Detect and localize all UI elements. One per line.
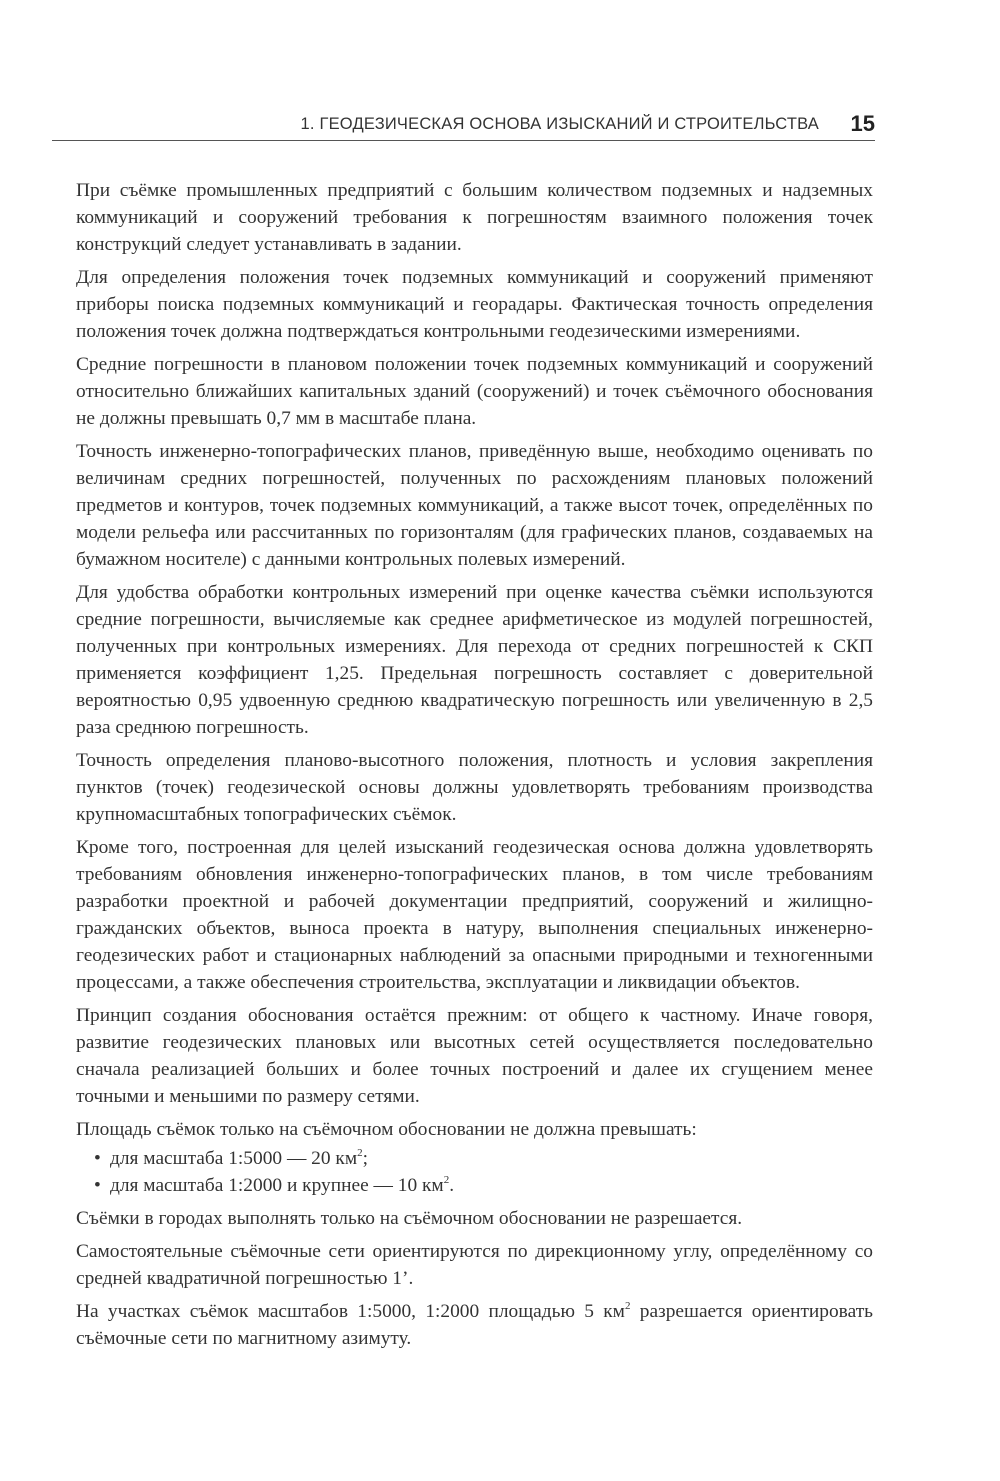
paragraph-text: разрешается ориентировать съёмочные сети по магнитному азимуту. [76, 1301, 874, 1349]
paragraph: Средние погрешности в плановом положении точек подземных коммуникаций и сооружений относительно ближайших капитальных зданий (сооружений) и точек съёмочного обоснования не должны превышать 0,7 мм в масштабе плана. [76, 354, 873, 429]
running-title: 1. ГЕОДЕЗИЧЕСКАЯ ОСНОВА ИЗЫСКАНИЙ И СТРОИТЕЛЬСТВА [300, 115, 819, 133]
paragraph: Точность определения планово-высотного положения, плотность и условия закрепления пунктов (точек) геодезической основы должны удовлетворять требованиям производства крупномасштабных топографических съёмок. [76, 750, 873, 825]
paragraph: Самостоятельные съёмочные сети ориентируются по дирекционному углу, определённому со средней квадратичной погрешностью 1’. [76, 1241, 873, 1289]
list-item [94, 1145, 873, 1172]
bullet-marker: • [94, 1175, 101, 1196]
paragraph: Для определения положения точек подземных коммуникаций и сооружений применяют приборы поиска подземных коммуникаций и георадары. Фактическая точность определения положения точек должна подтверждаться контрольными геодезическими измерениями. [76, 267, 873, 342]
list-item-text: для масштаба 1:2000 и крупнее — 10 км [110, 1175, 444, 1196]
page-body [76, 177, 873, 1358]
page-number: 15 [850, 111, 875, 136]
list-item [94, 1172, 873, 1199]
paragraph: При съёмке промышленных предприятий с большим количеством подземных и надземных коммуникаций и сооружений требования к погрешностям взаимного положения точек конструкций следует устанавливать в задании. [76, 180, 873, 255]
paragraph: Съёмки в городах выполнять только на съёмочном обосновании не разрешается. [76, 1208, 743, 1229]
paragraph: Точность инженерно-топографических планов, приведённую выше, необходимо оценивать по величинам средних погрешностей, полученных по расхождениям плановых положений предметов и контуров, точек подземных коммуникаций, а также высот точек, определённых по модели рельефа или рассчитанных по горизонталям (для графических планов, создаваемых на бумажном носителе) с данными контрольных полевых измерений. [76, 441, 873, 570]
superscript: 2 [443, 1174, 450, 1186]
list-item-text: для масштаба 1:5000 — 20 км [110, 1148, 358, 1169]
paragraph: Принцип создания обоснования остаётся прежним: от общего к частному. Иначе говоря, развитие геодезических плановых или высотных сетей осуществляется последовательно сначала реализацией больших и более точных построений и далее их сгущением менее точными и меньшими по размеру сетями. [76, 1005, 873, 1107]
superscript: 2 [357, 1147, 363, 1159]
superscript: 2 [624, 1300, 631, 1312]
paragraph: Для удобства обработки контрольных измерений при оценке качества съёмки используются средние погрешности, вычисляемые как среднее арифметическое из модулей погрешностей, полученных при контрольных измерениях. Для перехода от средних погрешностей к СКП применяется коэффициент 1,25. Предельная погрешность составляет с доверительной вероятностью 0,95 удвоенную среднюю квадратическую погрешность или увеличенную в 2,5 раза среднюю погрешность. [76, 582, 873, 738]
paragraph: Площадь съёмок только на съёмочном обосновании не должна превышать: [76, 1119, 697, 1140]
list-item-tail: ; [362, 1148, 368, 1169]
bullet-list [76, 1145, 873, 1199]
bullet-marker: • [94, 1148, 101, 1169]
paragraph [52, 1298, 873, 1352]
list-item-tail: . [449, 1175, 455, 1196]
running-header [52, 112, 875, 141]
paragraph-text: На участках съёмок масштабов 1:5000, 1:2000 площадью 5 км [76, 1301, 625, 1322]
paragraph: Кроме того, построенная для целей изысканий геодезическая основа должна удовлетворять требованиям обновления инженерно-топографических планов, в том числе требованиям разработки проектной и рабочей документации предприятий, сооружений и жилищно-гражданских объектов, выноса проекта в натуру, выполнения специальных инженерно-геодезических работ и стационарных наблюдений за опасными природными и техногенными процессами, а также обеспечения строительства, эксплуатации и ликвидации объектов. [76, 837, 873, 993]
